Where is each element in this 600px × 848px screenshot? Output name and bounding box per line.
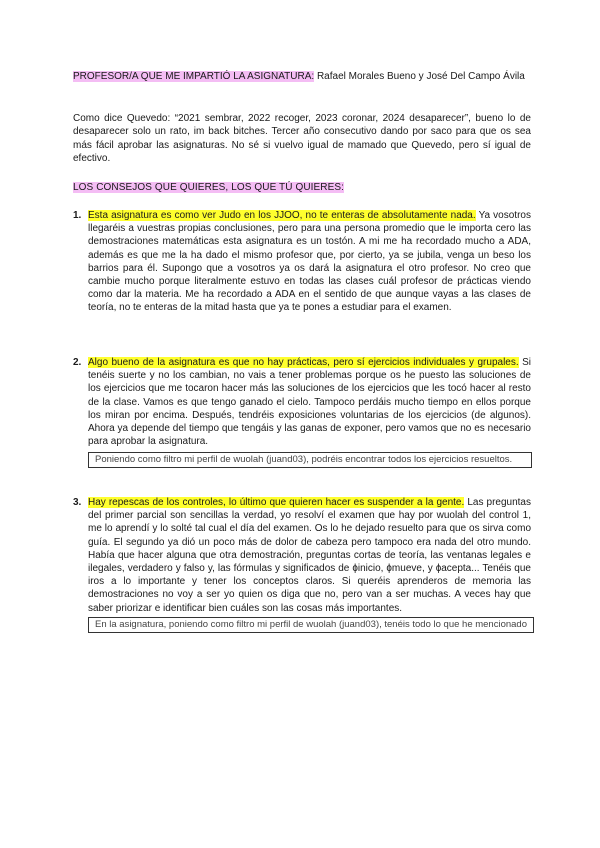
advice-item-3: [73, 496, 531, 615]
section-title: [73, 181, 531, 194]
item-number: 3.: [73, 497, 82, 508]
item-highlight: Hay repescas de los controles, lo último que quieren hacer es suspender a la gente.: [88, 497, 465, 508]
item-text: Ya vosotros llegaréis a vuestras propias conclusiones, pero para una persona promedio que le importa cero las demostraciones matemáticas esta asignatura es un tostón. A mi me ha recordado mucho a ADA, además es que me la ha dado el mismo profesor que, por cierto, ya se jubila, venga un beso los barrios para él. Supongo que a vosotros ya os dará la asignatura el otro profesor. No creo que cambie mucho porque literalmente estuvo en todas las clases cuál profesor de prácticas viendo como dar la materia. Me ha recordado a ADA en el sentido de que aunque vayas a las clases de teoría, no te enteras de la mitad hasta que ya te pones a estudiar para el examen.: [88, 210, 531, 314]
item-number: 2.: [73, 357, 82, 368]
item-body: [88, 209, 531, 315]
item-highlight: Esta asignatura es como ver Judo en los JJOO, no te enteras de absolutamente nada.: [88, 210, 476, 221]
note-box-exercises: Poniendo como filtro mi perfil de wuolah (juand03), podréis encontrar todos los ejercicios resueltos.: [88, 452, 532, 468]
item-highlight: Algo bueno de la asignatura es que no hay prácticas, pero sí ejercicios individuales y grupales.: [88, 357, 519, 368]
professor-names: Rafael Morales Bueno y José Del Campo Ávila: [314, 71, 525, 82]
item-text: Si tenéis suerte y no los cambian, no vais a tener problemas porque os he puesto las soluciones de los ejercicios que me tocaron hacer más las soluciones de los ejercicios que les tocó hacer al resto de la clase. Vamos es que tengo ganado el cielo. Tampoco perdáis mucho tiempo en ellos porque los miran por encima. Después, tendréis exposiciones voluntarias de los ejercicios (de algunos). Ahora ya depende del tiempo que tengáis y las ganas de exponer, pero vamos que no es necesario para aprobar la asignatura.: [88, 357, 531, 448]
item-text: Las preguntas del primer parcial son sencillas la verdad, yo resolví el examen que hay por wuolah del control 1, me lo aprendí y lo solté tal cual el día del examen. Os lo he dejado resuelto para que os sirva como guía. El segundo ya dió un poco más de dolor de cabeza pero tampoco era nada del otro mundo. Había que hacer alguna que otra demostración, preguntas cortas de teoría, las ventanas legales e ilegales, verdadero y falso y, las fórmulas y significados de ɸinicio, ɸmueve, y ɸacepta... Tenéis que iros a lo importante y tener los conceptos claros. Si queréis aprenderos de memoria las demostraciones no voy a ser yo quien os diga que no, pero van a ser muchas. A veces hay que saber priorizar e identificar bien cuáles son las cosas más importantes.: [88, 497, 531, 614]
professor-header: [73, 70, 531, 83]
section-title-text: LOS CONSEJOS QUE QUIERES, LOS QUE TÚ QUIERES:: [73, 182, 345, 193]
item-number: 1.: [73, 210, 82, 221]
advice-item-2: [73, 356, 531, 448]
advice-item-1: [73, 209, 531, 315]
item-body: [88, 356, 531, 448]
professor-label: PROFESOR/A QUE ME IMPARTIÓ LA ASIGNATURA:: [73, 71, 315, 82]
intro-paragraph: Como dice Quevedo: “2021 sembrar, 2022 recoger, 2023 coronar, 2024 desaparecer”, bueno lo de desaparecer solo un rato, im back bitches. Tercer año consecutivo dando por saco para que os sea más fácil aprobar las asignaturas. No sé si vuelvo igual de mamado que Quevedo, pero sí igual de efectivo.: [73, 113, 531, 164]
item-body: [88, 496, 531, 615]
note-box-materials: En la asignatura, poniendo como filtro mi perfil de wuolah (juand03), tenéis todo lo que he mencionado: [88, 617, 534, 633]
